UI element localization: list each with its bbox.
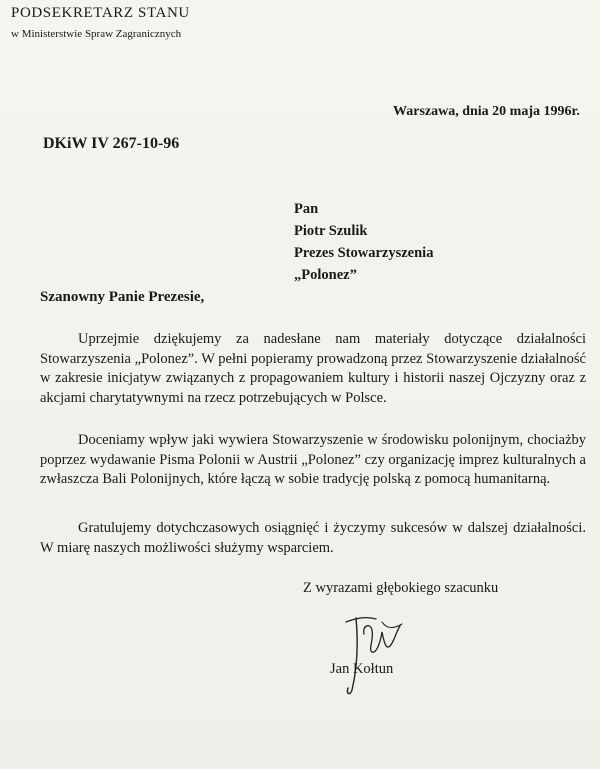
- letterhead: [11, 3, 190, 41]
- body-paragraph: Doceniamy wpływ jaki wywiera Stowarzyszenie w środowisku polonijnym, chociażby poprzez wydawanie Pisma Polonii w Austrii „Polonez” czy organizację imprez kulturalnych a zwłaszcza Bali Polonijnych, które łączą w sobie tradycję polską z pomocą humanitarną.: [40, 432, 586, 487]
- addressee-line: Piotr Szulik: [294, 223, 368, 239]
- body-paragraph: Gratulujemy dotychczasowych osiągnięć i życzymy sukcesów w dalszej działalności. W miarę naszych możliwości służymy wsparciem.: [40, 520, 586, 556]
- signer-name: Jan Kołtun: [330, 661, 394, 677]
- addressee-block: [294, 198, 433, 286]
- addressee-line: Prezes Stowarzyszenia: [294, 245, 434, 261]
- addressee-line: „Polonez”: [294, 267, 357, 283]
- body-paragraph: Uprzejmie dziękujemy za nadesłane nam materiały dotyczące działalności Stowarzyszenia „Polonez”. W pełni popieramy prowadzoną przez Stowarzyszenie działalność w zakresie inicjatyw związanych z propagowaniem kultury i historii naszej Ojczyzny oraz z akcjami charytatywnymi na rzecz potrzebujących w Polsce.: [40, 331, 586, 406]
- addressee-line: Pan: [294, 201, 319, 217]
- letter-date: Warszawa, dnia 20 maja 1996r.: [393, 104, 580, 119]
- handwritten-signature: [342, 610, 412, 700]
- letterhead-subtitle: w Ministerstwie Spraw Zagranicznych: [11, 28, 182, 40]
- reference-number: DKiW IV 267-10-96: [43, 135, 180, 152]
- salutation: Szanowny Panie Prezesie,: [40, 289, 205, 305]
- closing-formula: Z wyrazami głębokiego szacunku: [303, 580, 499, 596]
- letterhead-title: PODSEKRETARZ STANU: [11, 5, 190, 21]
